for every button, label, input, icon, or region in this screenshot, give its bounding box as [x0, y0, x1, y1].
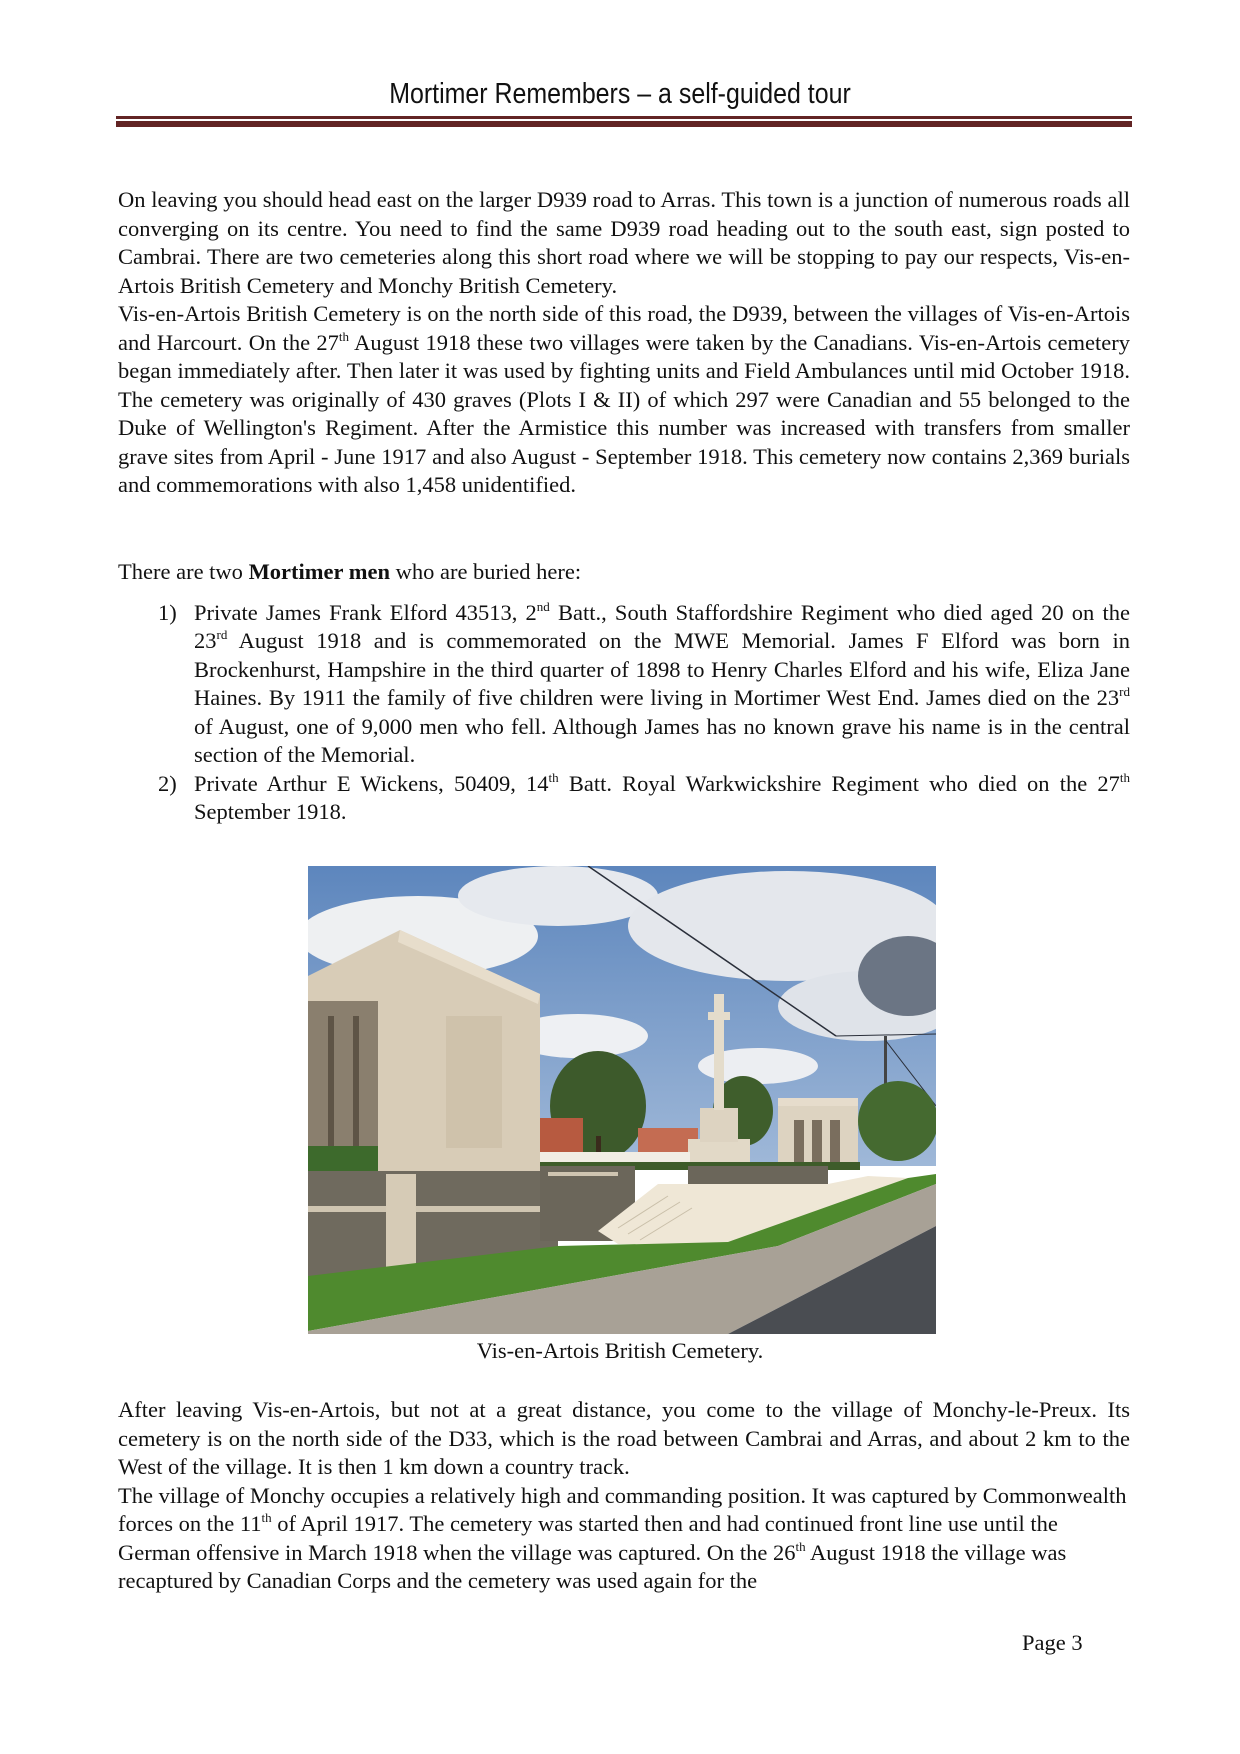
text-run: August 1918 and is commemorated on the MWE Memorial. James F Elford was born in Brockenhurst, Hampshire in the third quarter of 1898 to Henry Charles Elford and his wife, Eliza Jane Haines. By 1911 the family of five children were living in Mortimer West End. James died on the 23: [194, 628, 1130, 710]
text-run: August 1918 the village was recaptured by Canadian Corps and the cemetery was used again for the: [118, 1539, 1067, 1593]
vis-en-artois-paragraph: [118, 300, 1130, 500]
ordinal-suffix: nd: [536, 598, 550, 614]
header-rule-thick: [116, 121, 1132, 127]
monchy-paragraph-2: [118, 1482, 1130, 1596]
text-run: Batt. Royal Warkwickshire Regiment who died on the 27: [558, 770, 1120, 796]
text-run: who are buried here:: [389, 559, 582, 584]
header-rule-thin: [116, 116, 1132, 119]
mortimer-men-section: [118, 558, 1130, 827]
document-title: Mortimer Remembers – a self-guided tour: [389, 78, 851, 110]
ordinal-suffix: th: [261, 1510, 272, 1525]
cemetery-photo: [308, 866, 936, 1334]
list-number: 1): [158, 599, 177, 625]
intro-paragraph: On leaving you should head east on the larger D939 road to Arras. This town is a junction of numerous roads all converging on its centre. You need to find the same D939 road heading out to the south east, sign posted to Cambrai. There are two cemeteries along this short road where we will be stopping to pay our respects, Vis-en-Artois British Cemetery and Monchy British Cemetery.: [118, 187, 1130, 298]
ordinal-suffix: rd: [1119, 684, 1130, 699]
text-run: Batt., South Staffordshire Regiment who died aged 20 on the 23: [194, 599, 1130, 653]
text-run: There are two: [118, 559, 249, 584]
text-run: Vis-en-Artois British Cemetery is on the north side of this road, the D939, between the villages of Vis-en-Artois and Harcourt. On the 27: [118, 301, 1130, 355]
text-run: of April 1917. The cemetery was started then and had continued front line use until the German offensive in March 1918 when the village was captured. On the 26: [118, 1511, 1058, 1565]
cross: [714, 994, 724, 1110]
bold-text: Mortimer men: [248, 559, 390, 584]
page-number: Page 3: [1022, 1630, 1083, 1655]
ordinal-suffix: th: [1119, 769, 1130, 785]
text-run: August 1918 these two villages were taken by the Canadians. Vis-en-Artois cemetery began immediately after. Then later it was used by fighting units and Field Ambulances until mid October 1918. The cemetery was originally of 430 graves (Plots I & II) of which 297 were Canadian and 55 belonged to the Duke of Wellington's Regiment. After the Armistice this number was increased with transfers from smaller grave sites from April - June 1917 and also August - September 1918. This cemetery now contains 2,369 burials and commemorations with also 1,458 unidentified.: [118, 329, 1130, 497]
monchy-paragraph-1: After leaving Vis-en-Artois, but not at a great distance, you come to the village of Monchy-le-Preux. Its cemetery is on the north side of the D33, which is the road between Cambrai and Arras, and about 2 km to the West of the village. It is then 1 km down a country track.: [118, 1397, 1130, 1479]
list-item: [118, 599, 1130, 770]
ordinal-suffix: rd: [216, 627, 228, 642]
text-run: of August, one of 9,000 men who fell. Although James has no known grave his name is in the central section of the Memorial.: [194, 713, 1130, 767]
list-item: [118, 770, 1130, 827]
mortimer-men-intro: [118, 558, 1130, 587]
ordinal-suffix: th: [338, 328, 350, 344]
soldier-list: [118, 599, 1130, 827]
text-run: Private Arthur E Wickens, 50409, 14: [194, 770, 549, 796]
list-number: 2): [158, 770, 177, 796]
monchy-section: [118, 1396, 1130, 1596]
ordinal-suffix: th: [548, 769, 559, 785]
photo-caption: Vis-en-Artois British Cemetery.: [476, 1338, 764, 1363]
text-run: September 1918.: [194, 799, 347, 824]
text-run: The village of Monchy occupies a relatively high and commanding position. It was captured by Commonwealth forces on the 11: [118, 1482, 1127, 1536]
ordinal-suffix: th: [795, 1538, 806, 1554]
text-run: Private James Frank Elford 43513, 2: [194, 599, 537, 625]
main-text-top: [118, 186, 1130, 500]
